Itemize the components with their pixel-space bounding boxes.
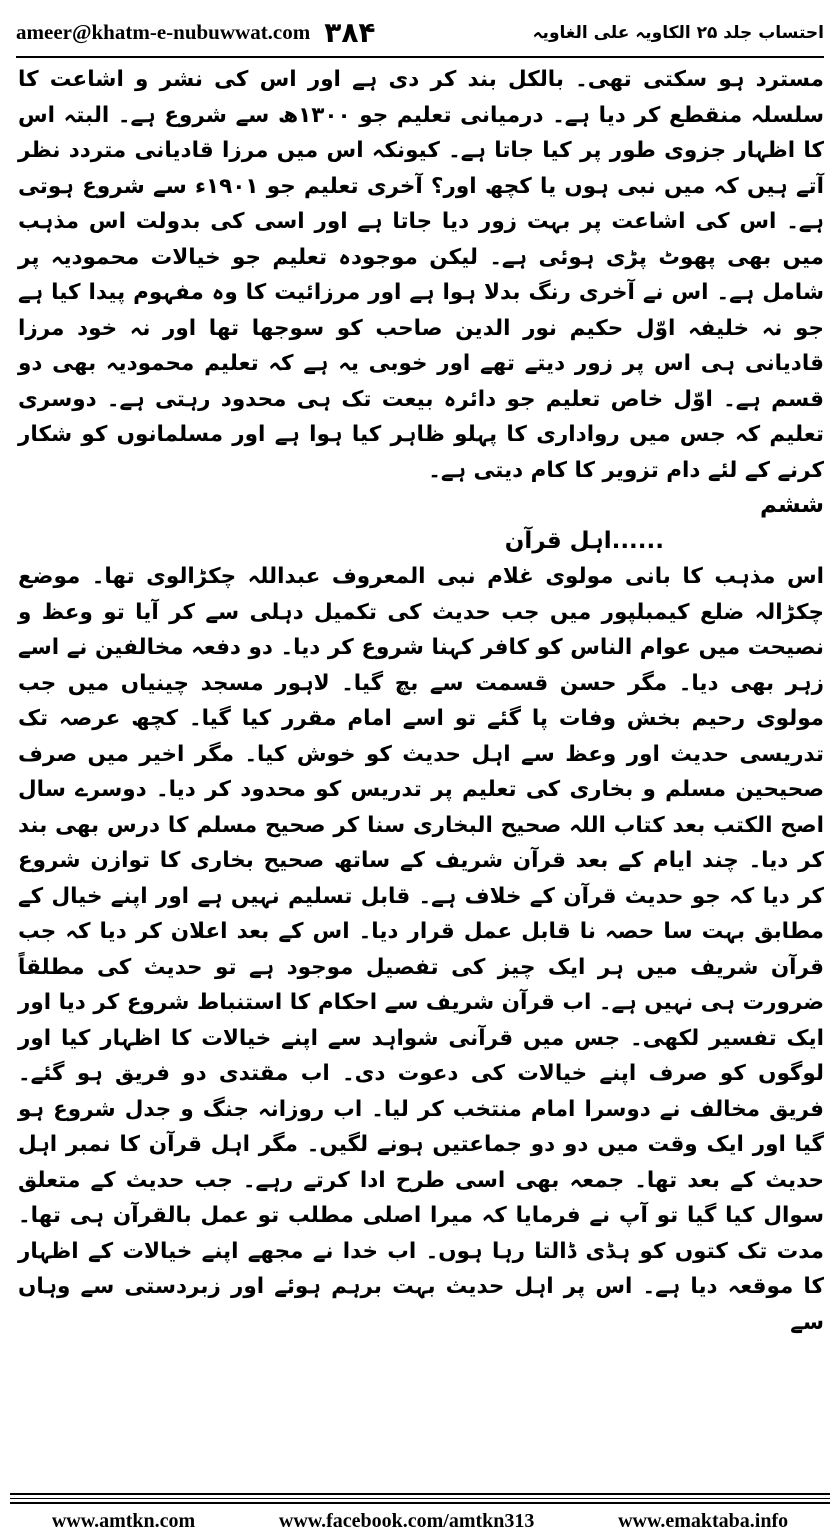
paragraph-2: اس مذہب کا بانی مولوی غلام نبی المعروف عبداللہ چکڑالوی تھا۔ موضع چکڑالہ ضلع کیمبلپور میں جب حدیث کی تکمیل دہلی سے کر آیا تو وعظ و نصیحت میں عوام الناس کو کافر کہنا شروع کر دیا۔ دو دفعہ مخالفین نے اسے زہر بھی دیا۔ مگر حسن قسمت سے بچ گیا۔ لاہور مسجد چینیاں میں جب مولوی رحیم بخش وفات پا گئے تو اسے امام مقرر کیا گیا۔ کچھ عرصہ تک تدریسی حدیث اور وعظ سے اہل حدیث کو خوش کیا۔ مگر اخیر میں صرف صحیحین مسلم و بخاری کی تعلیم پر تدریس کو محدود کر دیا۔ دوسرے سال اصح الکتب بعد کتاب اللہ صحیح البخاری سنا کر صحیح مسلم کا درس بھی بند کر دیا۔ چند ایام کے بعد قرآن شریف کے ساتھ صحیح بخاری کا توازن شروع کر دیا کہ جو حدیث قرآن کے خلاف ہے۔ قابل تسلیم نہیں ہے اور اپنے خیال کے مطابق بہت سا حصہ نا قابل عمل قرار دیا۔ اس کے بعد اعلان کر دیا کہ جب قرآن شریف میں ہر ایک چیز کی تفصیل موجود ہے تو حدیث کی مطلقاً ضرورت ہی نہیں ہے۔ اب قرآن شریف سے احکام کا استنباط شروع کر دیا اور ایک تفسیر لکھی۔ جس میں قرآنی شواہد سے اپنے خیالات کا اظہار کیا اور لوگوں کو صرف اپنے خیالات کی دعوت دی۔ اب مقتدی دو فریق ہو گئے۔ فریق مخالف نے دوسرا امام منتخب کر لیا۔ اب روزانہ جنگ و جدل شروع ہو گیا اور ایک وقت میں دو دو جماعتیں ہونے لگیں۔ مگر اہل قرآن کا نمبر اہل حدیث کے بعد تھا۔ جمعہ بھی اسی طرح ادا کرتے رہے۔ جب حدیث کے متعلق سوال کیا گیا تو آپ نے فرمایا کہ میرا اصلی مطلب تو عمل بالقرآن ہی تھا۔ مدت تک کتوں کو ہڈی ڈالتا رہا ہوں۔ اب خدا نے مجھے اپنے خیالات کے اظہار کا موقعہ دیا ہے۔ اس پر اہل حدیث بہت برہم ہوئے اور زبردستی سے وہاں سے bbox=[18, 564, 824, 1335]
footer-link-amtkn[interactable]: www.amtkn.com bbox=[51, 1509, 196, 1532]
page-header bbox=[16, 10, 824, 54]
footer-link-facebook[interactable]: www.facebook.com/amtkn313 bbox=[278, 1509, 535, 1532]
page-footer bbox=[10, 1506, 830, 1536]
book-title: احتساب جلد ۲۵ الکاویہ علی الغاویہ bbox=[532, 22, 824, 43]
footer-rules bbox=[0, 1493, 840, 1507]
header-email: ameer@khatm-e-nubuwwat.com bbox=[16, 19, 311, 44]
paragraph-1: مسترد ہو سکتی تھی۔ بالکل بند کر دی ہے اور اس کی نشر و اشاعت کا سلسلہ منقطع کر دیا ہے۔ درمیانی تعلیم جو ۱۳۰۰ھ سے شروع ہے۔ البتہ اس کا اظہار جزوی طور پر کیا جاتا ہے۔ کیونکہ اس میں مرزا قادیانی متردد نظر آتے ہیں کہ میں نبی ہوں یا کچھ اور؟ آخری تعلیم جو ۱۹۰۱ء سے شروع ہوتی ہے۔ اس کی اشاعت پر بہت زور دیا جاتا ہے اور اسی کی بدولت اس مذہب میں بھی پھوٹ پڑی ہوئی ہے۔ لیکن موجودہ تعلیم جو خیالات محمودیہ پر شامل ہے۔ اس نے آخری رنگ بدلا ہوا ہے اور مرزائیت کا وہ مفہوم پیدا کیا ہے جو نہ خلیفہ اوّل حکیم نور الدین صاحب کو سوجھا تھا اور نہ خود مرزا قادیانی ہی اس پر زور دیتے تھے اور خوبی یہ ہے کہ تعلیم محمودیہ بھی دو قسم ہے۔ اوّل خاص تعلیم جو دائرہ بیعت تک ہی محدود رہتی ہے۔ دوسری تعلیم کہ جس میں رواداری کا پہلو ظاہر کیا ہوا ہے اور مسلمانوں کو شکار کرنے کے لئے دام تزویر کا کام دیتی ہے۔ bbox=[18, 67, 824, 483]
header-left bbox=[16, 16, 376, 49]
page-number: ۳۸۴ bbox=[324, 15, 376, 49]
footer-link-emaktaba[interactable]: www.emaktaba.info bbox=[618, 1509, 789, 1532]
section-subheading: ......اہل قرآن bbox=[504, 527, 664, 554]
header-rule bbox=[16, 56, 824, 58]
page-body bbox=[18, 62, 824, 1340]
section-heading: ششم bbox=[759, 492, 824, 518]
